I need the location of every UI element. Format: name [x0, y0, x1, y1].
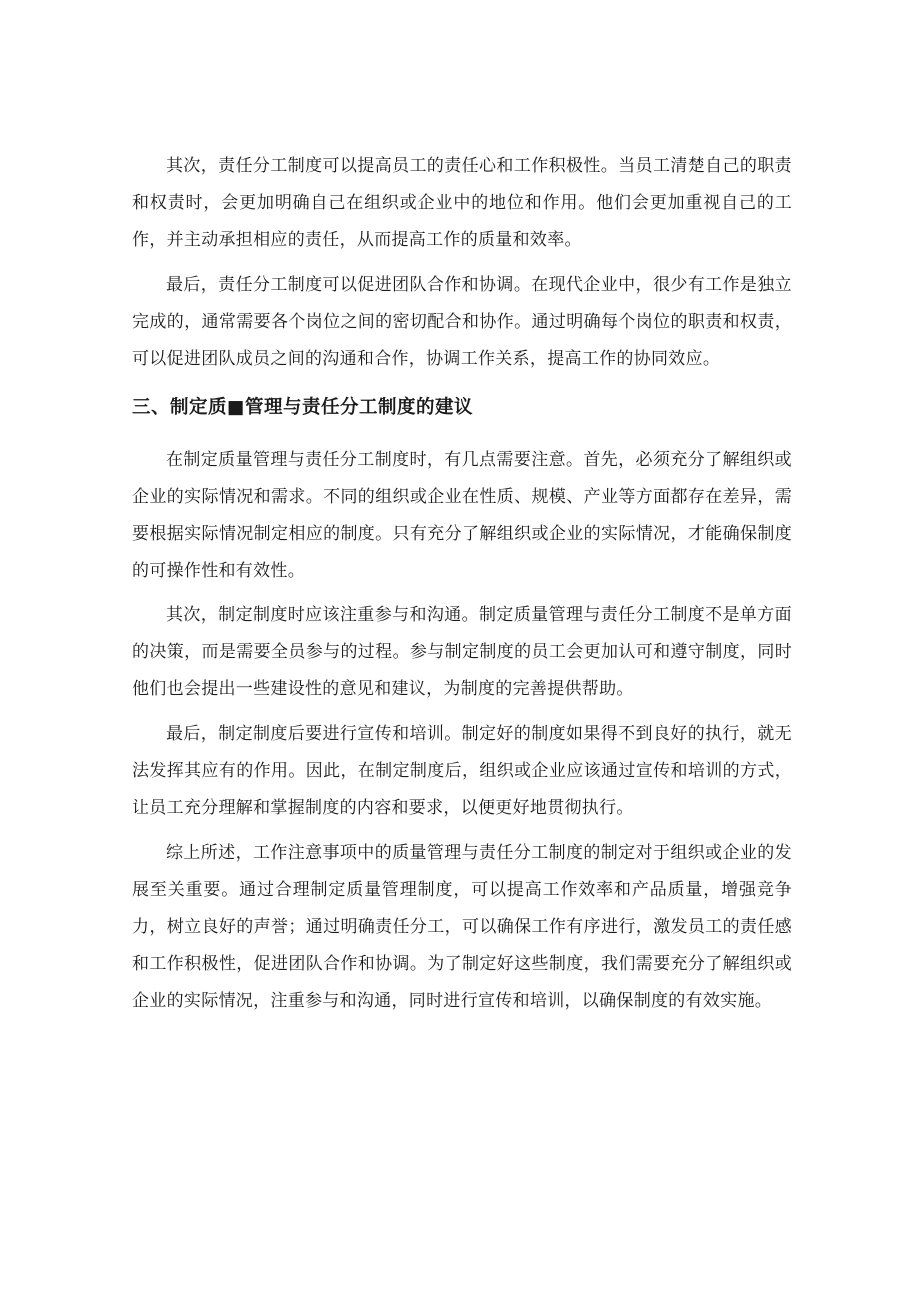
paragraph-understand-needs: 在制定质量管理与责任分工制度时，有几点需要注意。首先，必须充分了解组织或企业的实际情况和需求。不同的组织或企业在性质、规模、产业等方面都存在差异，需要根据实际情况制定相应的制度。只有充分了解组织或企业的实际情况，才能确保制度的可操作性和有效性。: [132, 450, 792, 581]
section-heading: 三、制定质■管理与责任分工制度的建议: [132, 397, 473, 418]
paragraph-team-cooperation: 最后，责任分工制度可以促进团队合作和协调。在现代企业中，很少有工作是独立完成的，通常需要各个岗位之间的密切配合和协作。通过明确每个岗位的职责和权责，可以促进团队成员之间的沟通和合作，协调工作关系，提高工作的协同效应。: [132, 275, 792, 369]
paragraph-conclusion: 综上所述，工作注意事项中的质量管理与责任分工制度的制定对于组织或企业的发展至关重要。通过合理制定质量管理制度，可以提高工作效率和产品质量，增强竞争力，树立良好的声誉；通过明确责任分工，可以确保工作有序进行，激发员工的责任感和工作积极性，促进团队合作和协调。为了制定好这些制度，我们需要充分了解组织或企业的实际情况，注重参与和沟通，同时进行宣传和培训，以确保制度的有效实施。: [132, 843, 792, 1011]
paragraph-responsibility-motivation: 其次，责任分工制度可以提高员工的责任心和工作积极性。当员工清楚自己的职责和权责时，会更加明确自己在组织或企业中的地位和作用。他们会更加重视自己的工作，并主动承担相应的责任，从而提高工作的质量和效率。: [132, 156, 792, 250]
paragraph-participation: 其次，制定制度时应该注重参与和沟通。制定质量管理与责任分工制度不是单方面的决策，而是需要全员参与的过程。参与制定制度的员工会更加认可和遵守制度，同时他们也会提出一些建设性的意见和建议，为制度的完善提供帮助。: [132, 605, 792, 699]
paragraph-training: 最后，制定制度后要进行宣传和培训。制定好的制度如果得不到良好的执行，就无法发挥其应有的作用。因此，在制定制度后，组织或企业应该通过宣传和培训的方式，让员工充分理解和掌握制度的内容和要求，以便更好地贯彻执行。: [132, 724, 792, 818]
